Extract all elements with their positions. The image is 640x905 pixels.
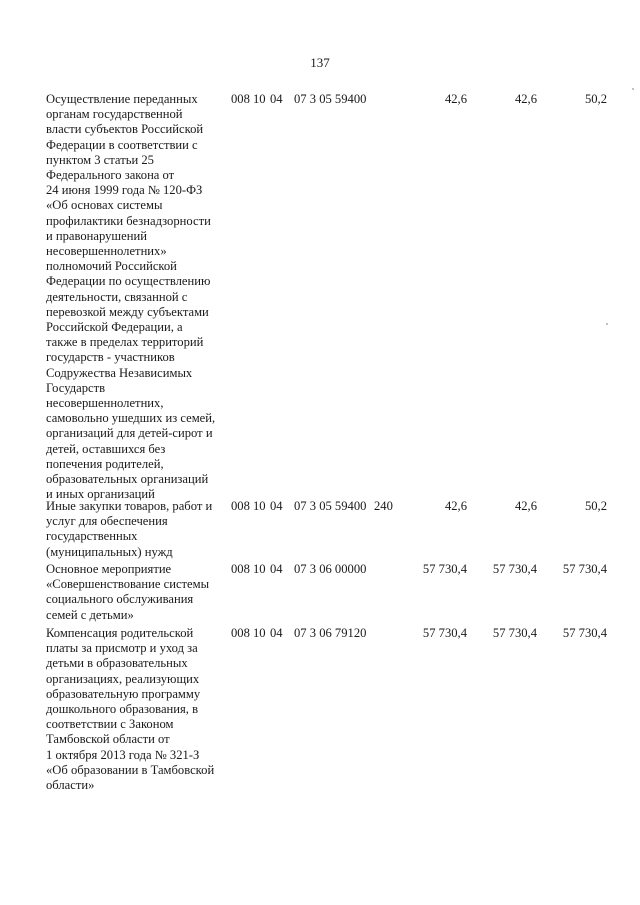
amount-year-3: 57 730,4 [562,626,607,640]
subsection-code: 04 [270,626,283,640]
expense-type-code: 240 [374,499,393,513]
amount-year-2: 42,6 [514,92,537,106]
section-code: 10 [253,499,266,513]
row-description: Основное мероприятие «Совершенствование системы социального обслуживания семей с детьми» [46,562,210,622]
subsection-code: 04 [270,562,283,576]
ministry-code: 008 [231,92,250,106]
target-article-code: 07 3 05 59400 [294,92,367,106]
ministry-code: 008 [231,562,250,576]
amount-year-1: 57 730,4 [422,626,467,640]
amount-year-2: 57 730,4 [492,562,537,576]
row-description: Осуществление переданных органам государственной власти субъектов Российской Федерации в соответствии с пунктом 3 статьи 25 Федерального закона от 24 июня 1999 года № 120-ФЗ «Об основах системы профилактики безнадзорности и правонарушений несовершеннолетних» полномочий Российской Федерации по осуществлению деятельности, связанной с перевозкой между субъектами Российской Федерации, а также в пределах территорий государств - участников Содружества Независимых Государств несовершеннолетних, самовольно ушедших из семей, организаций для детей-сирот и детей, оставшихся без попечения родителей, образовательных организаций и иных организаций [46,92,216,502]
amount-year-2: 57 730,4 [492,626,537,640]
amount-year-3: 57 730,4 [562,562,607,576]
amount-year-3: 50,2 [584,499,607,513]
target-article-code: 07 3 06 00000 [294,562,367,576]
row-description: Иные закупки товаров, работ и услуг для обеспечения государственных (муниципальных) нужд [46,499,213,559]
target-article-code: 07 3 05 59400 [294,499,367,513]
amount-year-1: 57 730,4 [422,562,467,576]
target-article-code: 07 3 06 79120 [294,626,367,640]
section-code: 10 [253,626,266,640]
amount-year-1: 42,6 [444,499,467,513]
ministry-code: 008 [231,626,250,640]
ministry-code: 008 [231,499,250,513]
section-code: 10 [253,562,266,576]
scan-speck [606,323,608,325]
page-number: 137 [310,55,330,70]
amount-year-1: 42,6 [444,92,467,106]
amount-year-3: 50,2 [584,92,607,106]
section-code: 10 [253,92,266,106]
scan-speck [632,88,634,90]
amount-year-2: 42,6 [514,499,537,513]
subsection-code: 04 [270,499,283,513]
row-description: Компенсация родительской платы за присмотр и уход за детьми в образовательных организациях, реализующих образовательную программу дошкольного образования, в соответствии с Законом Тамбовской области от 1 октября 2013 года № 321-З «Об образовании в Тамбовской области» [46,626,215,793]
subsection-code: 04 [270,92,283,106]
